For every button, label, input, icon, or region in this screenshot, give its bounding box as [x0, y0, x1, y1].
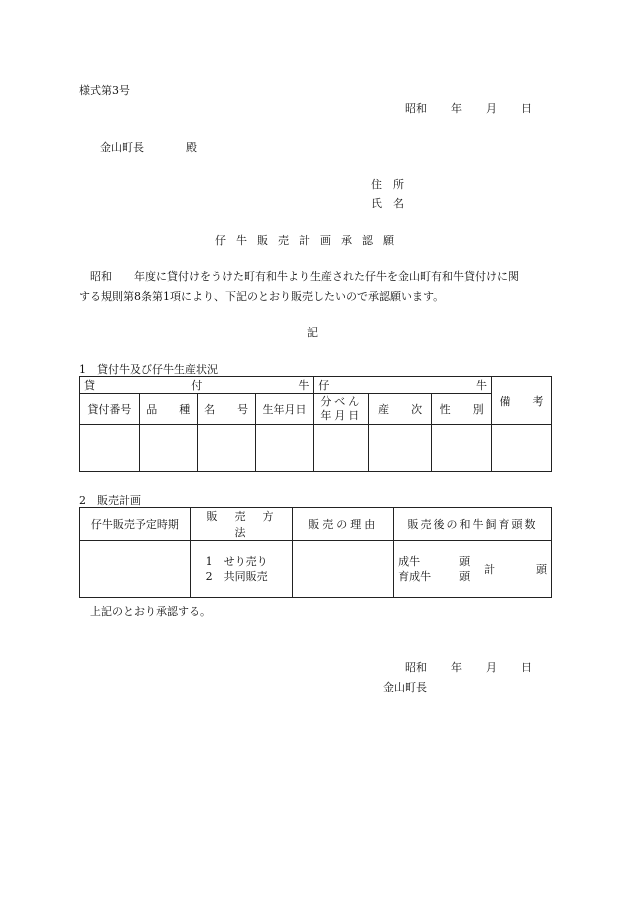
cell-empty [197, 425, 255, 472]
body-line-1: 昭和 年度に貸付けをうけた町有和牛より生産された仔牛を金山町有和牛貸付けに関 [90, 270, 519, 283]
cell-empty [255, 425, 314, 472]
date-month: 月 [486, 102, 497, 115]
method-auction: 1 せり売り [205, 555, 268, 568]
col-sale-schedule: 仔牛販売予定時期 [80, 508, 191, 541]
lent-cattle-group-header: 貸 付 牛 [80, 377, 314, 394]
body-line-2: する規則第8条第1項により、下記のとおり販売したいので承認願います。 [79, 290, 445, 303]
col-herd-after-sale: 販売後の和牛飼育頭数 [394, 508, 552, 541]
date-day: 日 [521, 661, 532, 674]
ki-heading: 記 [307, 326, 318, 339]
date-era: 昭和 [405, 661, 427, 674]
remarks-header: 備 考 [492, 377, 552, 425]
cell-empty [314, 425, 369, 472]
sales-plan-table [79, 507, 552, 598]
addressee [100, 139, 197, 155]
date-year: 年 [451, 102, 462, 115]
date-month: 月 [486, 661, 497, 674]
lent-cattle-table [79, 376, 552, 472]
adult-count: 成牛 頭 [398, 555, 471, 568]
sale-method-options [190, 541, 293, 598]
cell-empty [80, 541, 191, 598]
col-sale-reason: 販売の理由 [293, 508, 394, 541]
col-parity: 産 次 [369, 394, 432, 425]
method-joint-sale: 2 共同販売 [205, 570, 268, 583]
herd-count-cell [394, 541, 552, 598]
cell-empty [432, 425, 492, 472]
address-label: 住 所 [371, 178, 404, 191]
calf-group-header: 仔 牛 [314, 377, 492, 394]
young-count: 育成牛 頭 [398, 570, 471, 583]
cell-empty [369, 425, 432, 472]
issuer: 金山町長 [383, 681, 427, 694]
date-day: 日 [521, 102, 532, 115]
cell-empty [80, 425, 140, 472]
addressee-honorific: 殿 [186, 141, 197, 154]
col-sale-method: 販 売 方 法 [190, 508, 293, 541]
name-label: 氏 名 [371, 197, 404, 210]
document-title: 仔牛販売計画承認願 [215, 234, 404, 247]
col-name: 名 号 [197, 394, 255, 425]
total-count: 計 頭 [484, 562, 547, 576]
col-breed: 品 種 [139, 394, 197, 425]
cell-empty [293, 541, 394, 598]
col-sex: 性 別 [432, 394, 492, 425]
section1-heading: 1 貸付牛及び仔牛生産状況 [79, 363, 218, 376]
section2-heading: 2 販売計画 [79, 494, 141, 507]
application-date [405, 100, 532, 116]
date-era: 昭和 [405, 102, 427, 115]
cell-empty [139, 425, 197, 472]
date-year: 年 [451, 661, 462, 674]
col-calving-date: 分べん 年月日 [314, 394, 369, 425]
col-lend-number: 貸付番号 [80, 394, 140, 425]
form-number: 様式第3号 [79, 84, 130, 97]
col-birth-date: 生年月日 [255, 394, 314, 425]
approval-statement: 上記のとおり承認する。 [90, 605, 211, 618]
approval-date [405, 659, 532, 675]
cell-empty [492, 425, 552, 472]
addressee-name: 金山町長 [100, 141, 144, 154]
